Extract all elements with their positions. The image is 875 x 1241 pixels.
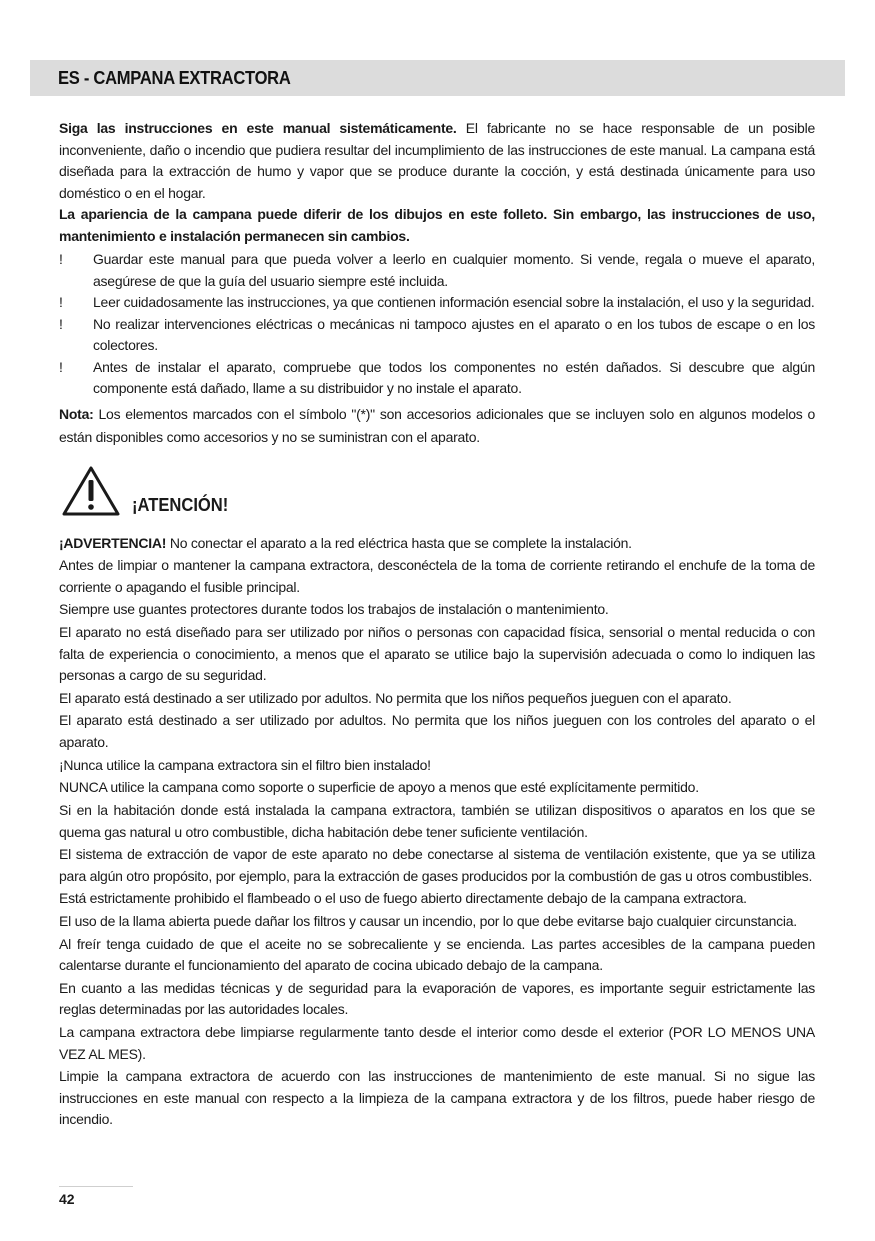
list-item: ! Antes de instalar el aparato, compruebe que todos los componentes no estén dañados. Si descubre que algún componente está dañado, llame a su distribuidor y no instale el aparato. [59,358,815,396]
list-item: ! Guardar este manual para que pueda volver a leerlo en cualquier momento. Si vende, regala o mueve el aparato, asegúrese de que la guía del usuario siempre esté incluida. [59,251,815,289]
warning-paragraph: El uso de la llama abierta puede dañar los filtros y causar un incendio, por lo que debe evitarse bajo cualquier circunstancia. [59,913,797,930]
list-item: ! No realizar intervenciones eléctricas o mecánicas ni tampoco ajustes en el aparato o en los tubos de escape o en los colectores. [59,315,815,353]
intro-lead-bold: Siga las instrucciones en este manual sistemáticamente. [59,120,457,136]
note-text: Los elementos marcados con el símbolo "(*)" son accesorios adicionales que se incluyen solo en algunos modelos o están disponibles como accesorios y no se suministran con el aparato. [59,405,815,445]
instruction-list [59,249,815,400]
attention-heading [59,457,815,533]
exclamation-icon: ! [59,294,63,310]
warning-paragraph: Antes de limpiar o mantener la campana extractora, desconéctela de la toma de corriente retirando el enchufe de la toma de corriente o apagando el fusible principal. [59,557,815,595]
exclamation-icon: ! [59,358,63,375]
warning-paragraph: NUNCA utilice la campana como soporte o superficie de apoyo a menos que esté explícitamente permitido. [59,779,699,796]
warning-paragraph: Si en la habitación donde está instalada la campana extractora, también se utilizan dispositivos o aparatos en los que se quema gas natural u otro combustible, dicha habitación debe tener suficiente ventilación. [59,802,815,840]
page-number: 42 [59,1191,75,1207]
warning-paragraph: Está estrictamente prohibido el flambeado o el uso de fuego abierto directamente debajo de la campana extractora. [59,890,747,907]
warning-paragraph: El aparato está destinado a ser utilizado por adultos. No permita que los niños jueguen con los controles del aparato o el aparato. [59,712,815,750]
appearance-notice: La apariencia de la campana puede diferir de los dibujos en este folleto. Sin embargo, las instrucciones de uso, mantenimiento e instalación permanecen sin cambios. [59,206,815,244]
intro-lead-text: El fabricante no se hace responsable de un posible inconveniente, daño o incendio que pudiera resultar del incumplimiento de las instrucciones de este manual. La campana está diseñada para la extracción de humo y vapor que se produce durante la cocción, y está destinada únicamente para uso doméstico o en el hogar. [59,120,815,201]
warning-label: ¡ADVERTENCIA! [59,534,167,551]
warning-paragraph: En cuanto a las medidas técnicas y de seguridad para la evaporación de vapores, es importante seguir estrictamente las reglas determinadas por las autoridades locales. [59,979,815,1018]
warning-paragraph: El sistema de extracción de vapor de este aparato no debe conectarse al sistema de ventilación existente, que ya se utiliza para algún otro propósito, por ejemplo, para la extracción de gases producidos por la combustión de gas u otros combustibles. [59,846,815,884]
warning-paragraph: La campana extractora debe limpiarse regularmente tanto desde el interior como desde el exterior (POR LO MENOS UNA VEZ AL MES). [59,1024,815,1062]
section-header-bar [30,60,845,96]
note-block [59,403,815,449]
warning-paragraph: Limpie la campana extractora de acuerdo con las instrucciones de mantenimiento de este manual. Si no sigue las instrucciones en este manual con respecto a la limpieza de la campana extractora y de los filtros, puede haber riesgo de incendio. [59,1068,815,1128]
warning-paragraph: Al freír tenga cuidado de que el aceite no se sobrecaliente y se encienda. Las partes accesibles de la campana pueden calentarse durante el funcionamiento del aparato de cocina ubicado debajo de la campana. [59,935,815,974]
attention-title: ¡ATENCIÓN! [132,494,229,515]
note-label: Nota: [59,405,94,422]
exclamation-icon: ! [59,251,63,267]
warning-paragraph: Siempre use guantes protectores durante todos los trabajos de instalación o mantenimiento. [59,601,609,618]
warning-triangle-icon [61,465,121,517]
warning-paragraph: ¡Nunca utilice la campana extractora sin el filtro bien instalado! [59,756,431,773]
intro-paragraph [59,118,815,204]
warning-paragraph: ¡ADVERTENCIA! No conectar el aparato a la red eléctrica hasta que se complete la instalación. [59,534,632,551]
section-title: ES - CAMPANA EXTRACTORA [58,68,291,88]
footer-divider [59,1186,133,1187]
list-item: ! Leer cuidadosamente las instrucciones, ya que contienen información esencial sobre la instalación, el uso y la seguridad. [59,292,815,314]
exclamation-icon: ! [59,315,63,332]
warning-paragraph: El aparato está destinado a ser utilizado por adultos. No permita que los niños pequeños jueguen con el aparato. [59,689,732,706]
warning-paragraph: El aparato no está diseñado para ser utilizado por niños o personas con capacidad física, sensorial o mental reducida o con falta de experiencia o conocimiento, a menos que el aparato se utilice bajo la supervisión adecuada o como lo indiquen las personas a cargo de su seguridad. [59,624,815,684]
warnings-section [59,533,815,1131]
note-paragraph [59,403,815,449]
page-content [59,118,815,1132]
